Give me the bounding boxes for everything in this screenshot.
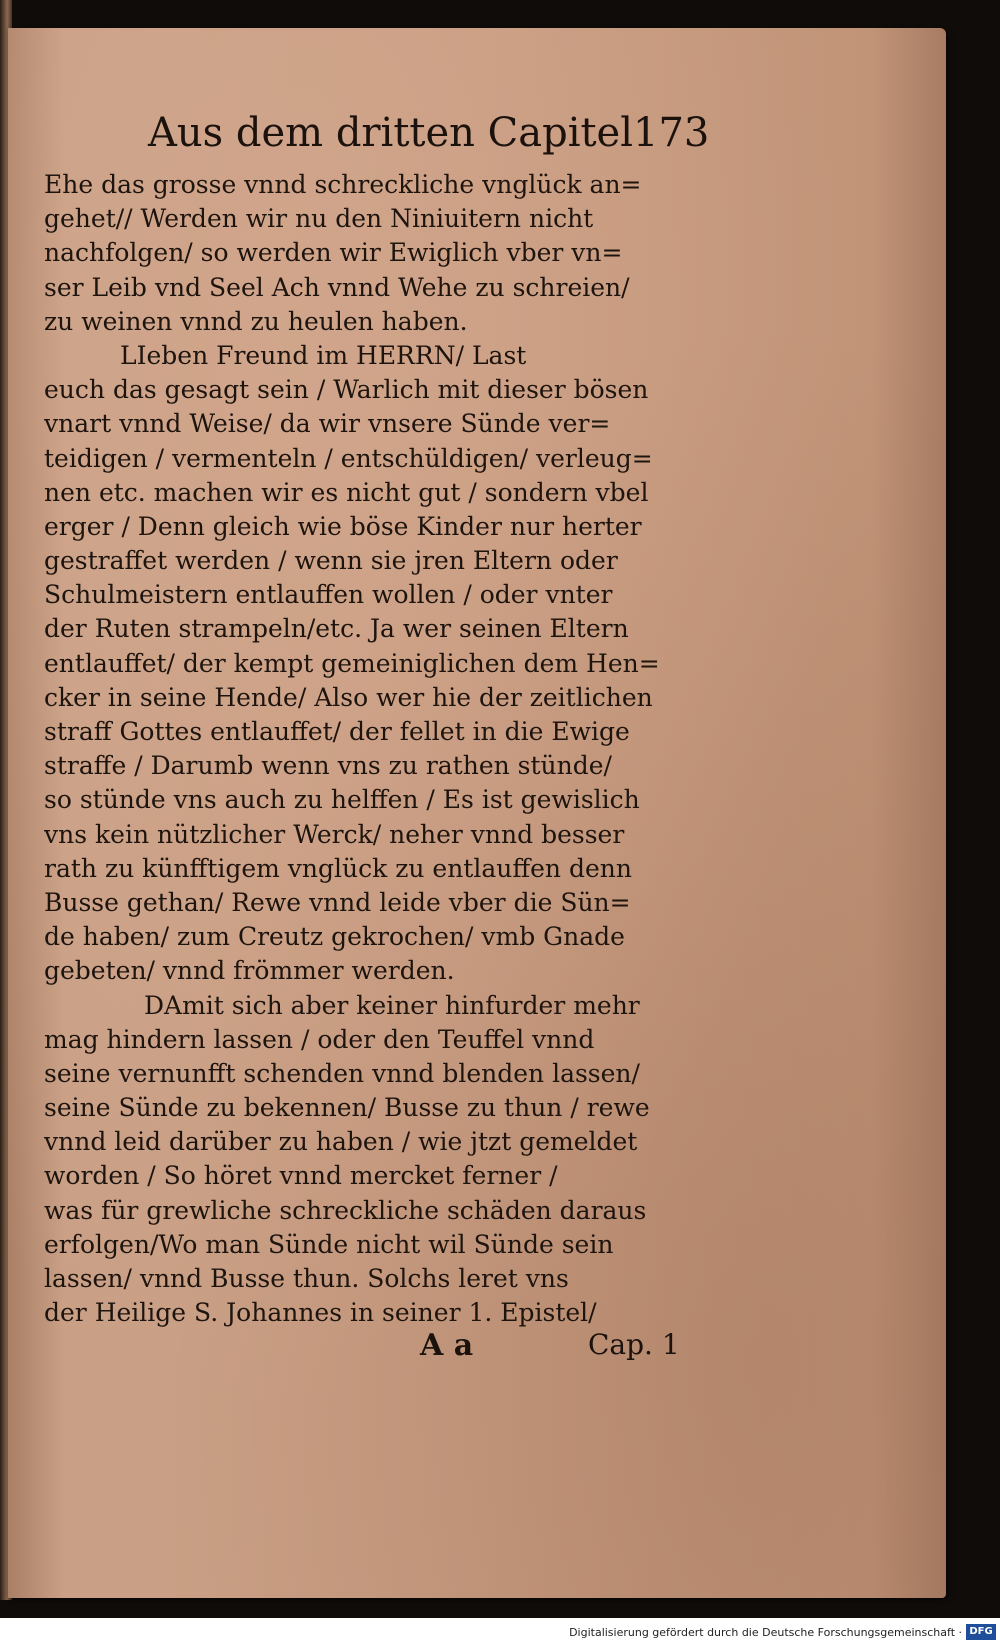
text-line: straffe / Darumb wenn vns zu rathen stünde/ xyxy=(44,751,612,781)
text-line: cker in seine Hende/ Also wer hie der zeitlichen xyxy=(44,682,653,712)
text-line: Ehe das grosse vnnd schreckliche vnglück an= xyxy=(44,170,642,199)
page-number: 173 xyxy=(633,110,710,156)
text-line: teidigen / vermenteln / entschüldigen/ verleug= xyxy=(44,443,653,473)
text-line: rath zu künfftigem vnglück zu entlauffen denn xyxy=(44,853,632,883)
credit-bar xyxy=(0,1618,1000,1648)
text-line: ser Leib vnd Seel Ach vnnd Wehe zu schreien/ xyxy=(44,272,630,302)
text-line: der Heilige S. Johannes in seiner 1. Epistel/ xyxy=(44,1298,597,1328)
text-line: mag hindern lassen / oder den Teuffel vnnd xyxy=(44,1024,595,1054)
text-line: Busse gethan/ Rewe vnnd leide vber die Sün= xyxy=(44,887,631,917)
text-line: so stünde vns auch zu helffen / Es ist gewislich xyxy=(44,785,640,815)
text-line: seine Sünde zu bekennen/ Busse zu thun / rewe xyxy=(44,1093,650,1123)
book-page xyxy=(8,28,946,1598)
text-line: der Ruten strampeln/etc. Ja wer seinen Eltern xyxy=(44,614,629,644)
text-line: vnnd leid darüber zu haben / wie jtzt gemeldet xyxy=(44,1127,638,1157)
text-line: was für grewliche schreckliche schäden daraus xyxy=(44,1195,647,1225)
text-line: Schulmeistern entlauffen wollen / oder vnter xyxy=(44,580,613,610)
funding-credit: Digitalisierung gefördert durch die Deutsche Forschungsgemeinschaft · xyxy=(569,1626,962,1639)
running-title: Aus dem dritten Capitel xyxy=(148,110,634,156)
text-line: seine vernunfft schenden vnnd blenden lassen/ xyxy=(44,1058,640,1088)
text-line-paragraph-start: DAmit sich aber keiner hinfurder mehr xyxy=(144,990,640,1020)
text-line: worden / So höret vnnd mercket ferner / xyxy=(44,1161,558,1191)
text-line: euch das gesagt sein / Warlich mit dieser bösen xyxy=(44,375,649,405)
page-header xyxy=(8,110,946,170)
text-line: de haben/ zum Creutz gekrochen/ vmb Gnade xyxy=(44,922,625,952)
text-line-paragraph-start: LIeben Freund im HERRN/ Last xyxy=(120,340,527,370)
dfg-logo: DFG xyxy=(966,1624,996,1640)
text-line: gehet// Werden wir nu den Niniuitern nicht xyxy=(44,204,594,234)
text-line: lassen/ vnnd Busse thun. Solchs leret vns xyxy=(44,1264,569,1293)
body-text xyxy=(44,168,704,1330)
text-line: nen etc. machen wir es nicht gut / sondern vbel xyxy=(44,477,649,507)
page-footer xyxy=(8,1328,946,1368)
text-line: entlauffet/ der kempt gemeiniglichen dem Hen= xyxy=(44,648,660,678)
text-line: straff Gottes entlauffet/ der fellet in die Ewige xyxy=(44,717,630,746)
text-line: erfolgen/Wo man Sünde nicht wil Sünde sein xyxy=(44,1229,614,1259)
text-line: zu weinen vnnd zu heulen haben. xyxy=(44,306,468,336)
text-line: gestraffet werden / wenn sie jren Eltern oder xyxy=(44,546,618,576)
text-line: vnart vnnd Weise/ da wir vnsere Sünde ver= xyxy=(44,409,611,439)
text-line: erger / Denn gleich wie böse Kinder nur herter xyxy=(44,511,642,541)
text-line: gebeten/ vnnd frömmer werden. xyxy=(44,956,455,986)
signature-mark: A a xyxy=(420,1328,474,1363)
text-line: vns kein nützlicher Werck/ neher vnnd besser xyxy=(44,819,625,849)
text-line: nachfolgen/ so werden wir Ewiglich vber vn= xyxy=(44,238,623,268)
catchword: Cap. 1 xyxy=(588,1328,680,1361)
